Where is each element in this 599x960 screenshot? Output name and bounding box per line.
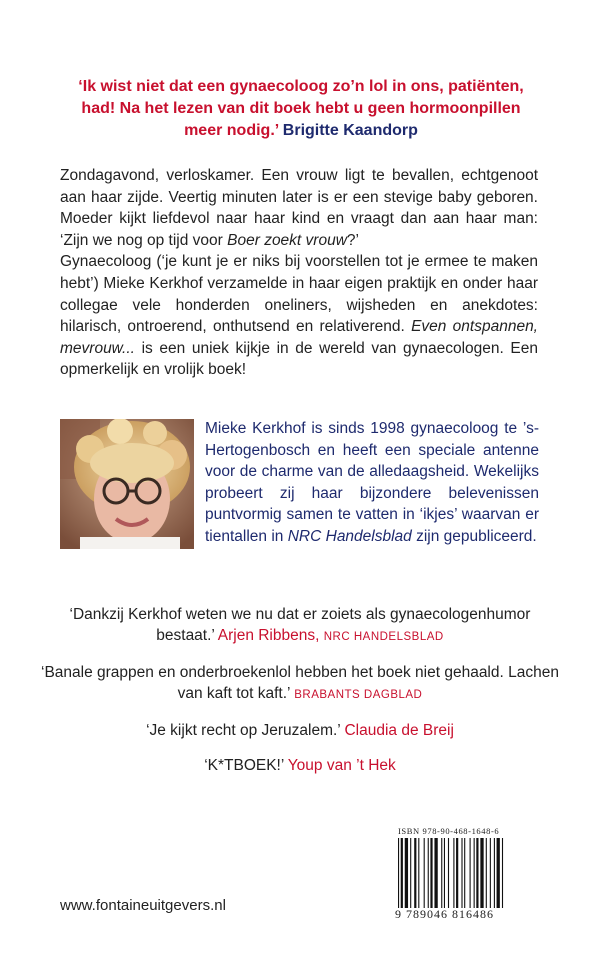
isbn-label: ISBN 978-90-468-1648-6 [398,826,500,836]
review-author: Arjen Ribbens, [217,627,320,644]
review-author: Claudia de Breij [344,722,454,739]
blurb-paragraph-2 [60,251,538,381]
review-2 [40,662,560,706]
press-reviews [40,604,560,790]
blurb-text: Gynaecoloog (‘je kunt je er niks bij voorstellen tot je ermee te maken hebt’) Mieke Kerkhof verzamelde in haar eigen praktijk en onder haar collegae vele honderden oneliners, wijsheden en anekdotes: hilarisch, ontroerend, onthutsend en relativerend. [60,253,538,336]
author-bio [205,418,539,548]
review-text: ‘K*TBOEK!’ [204,757,284,774]
top-quote-text: ‘Ik wist niet dat een gynaecoloog zo’n lol in ons, patiënten, had! Na het lezen van dit boek hebt u geen hormoonpillen meer nodig.’ [78,78,524,139]
barcode [398,838,538,908]
review-text: ‘Je kijkt recht op Jeruzalem.’ [146,722,341,739]
review-source: NRC HANDELSBLAD [323,631,444,643]
publisher-website: www.fontaineuitgevers.nl [60,897,226,914]
bio-text: zijn gepubliceerd. [411,527,537,545]
review-author: Youp van ’t Hek [287,757,396,774]
review-text: ‘Dankzij Kerkhof weten we nu dat er zoiets als gynaecologenhumor bestaat.’ [69,606,531,644]
blurb-title-ref: Boer zoekt vrouw [227,231,347,249]
blurb-paragraph-1 [60,165,538,251]
barcode-number: 9 789046 816486 [395,907,494,921]
bio-newspaper: NRC Handelsblad [287,527,412,545]
author-photo [60,419,194,549]
bio-text: Mieke Kerkhof is sinds 1998 gynaecoloog te ’s-Hertogenbosch en heeft een speciale antenne voor de charme van de alledaagsheid. Wekelijks probeert zij haar bijzondere belevenissen puntvormig samen te vatten in ‘ikjes’ waarvan er tientallen in [205,420,539,545]
top-quote [70,76,532,142]
review-3 [40,720,560,741]
review-source: BRABANTS DAGBLAD [294,689,423,701]
back-cover-blurb [60,165,538,381]
review-4 [40,755,560,776]
blurb-text: Zondagavond, verloskamer. Een vrouw ligt te bevallen, echtgenoot aan haar zijde. Veertig minuten later is er een stevige baby geboren. Moeder kijkt liefdevol naar haar kind en vraagt dan aan haar man: ‘Zijn we nog op tijd voor [60,167,538,249]
blurb-text: is een uniek kijkje in de wereld van gynaecologen. Een opmerkelijk en vrolijk boek! [60,339,538,379]
review-text: ‘Banale grappen en onderbroekenlol hebben het boek niet gehaald. Lachen van kaft tot kaft.’ [41,664,559,702]
blurb-text: ?’ [346,231,359,249]
top-quote-author: Brigitte Kaandorp [282,122,418,139]
review-1 [40,604,560,648]
blurb-book-title: Even ontspannen, mevrouw... [60,318,538,357]
